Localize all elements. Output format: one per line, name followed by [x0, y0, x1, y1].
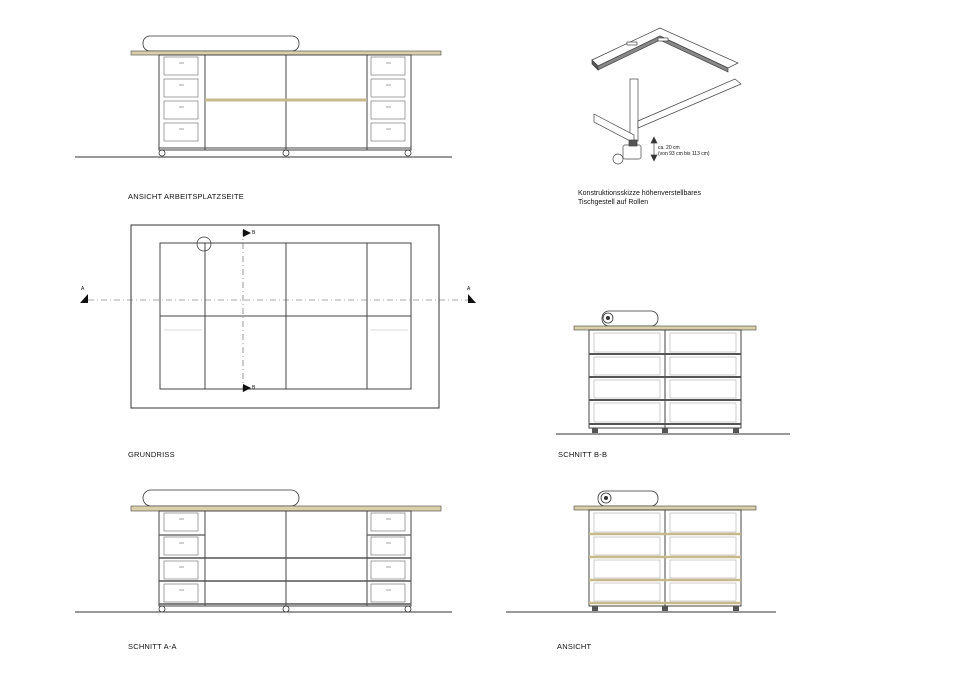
- marker-b-bottom: B: [252, 385, 256, 391]
- paper-roll: [143, 36, 299, 51]
- floor-plan: [80, 225, 476, 408]
- sketch-caption-line1: Konstruktionsskizze höhenverstellbares: [578, 190, 701, 197]
- label-elevation: ANSICHT: [557, 642, 592, 651]
- tabletop: [131, 51, 441, 55]
- dimension-line1: ca. 20 cm: [658, 145, 680, 151]
- marker-a-right: A: [467, 286, 471, 292]
- construction-sketch: [592, 28, 741, 164]
- label-section-bb: SCHNITT B-B: [558, 450, 608, 459]
- label-floor-plan: GRUNDRISS: [128, 450, 175, 459]
- label-workplace-side: ANSICHT ARBEITSPLATZSEITE: [128, 192, 244, 201]
- sketch-caption-line2: Tischgestell auf Rollen: [578, 199, 649, 206]
- marker-b-top: B: [252, 230, 256, 236]
- dimension-line2: (von 93 cm bis 113 cm): [658, 151, 710, 157]
- section-aa: [75, 490, 452, 612]
- label-section-aa: SCHNITT A-A: [128, 642, 177, 651]
- elevation-front: [506, 491, 776, 612]
- elevation-workplace-side: [75, 36, 452, 157]
- marker-a-left: A: [81, 286, 85, 292]
- section-bb: [556, 311, 790, 434]
